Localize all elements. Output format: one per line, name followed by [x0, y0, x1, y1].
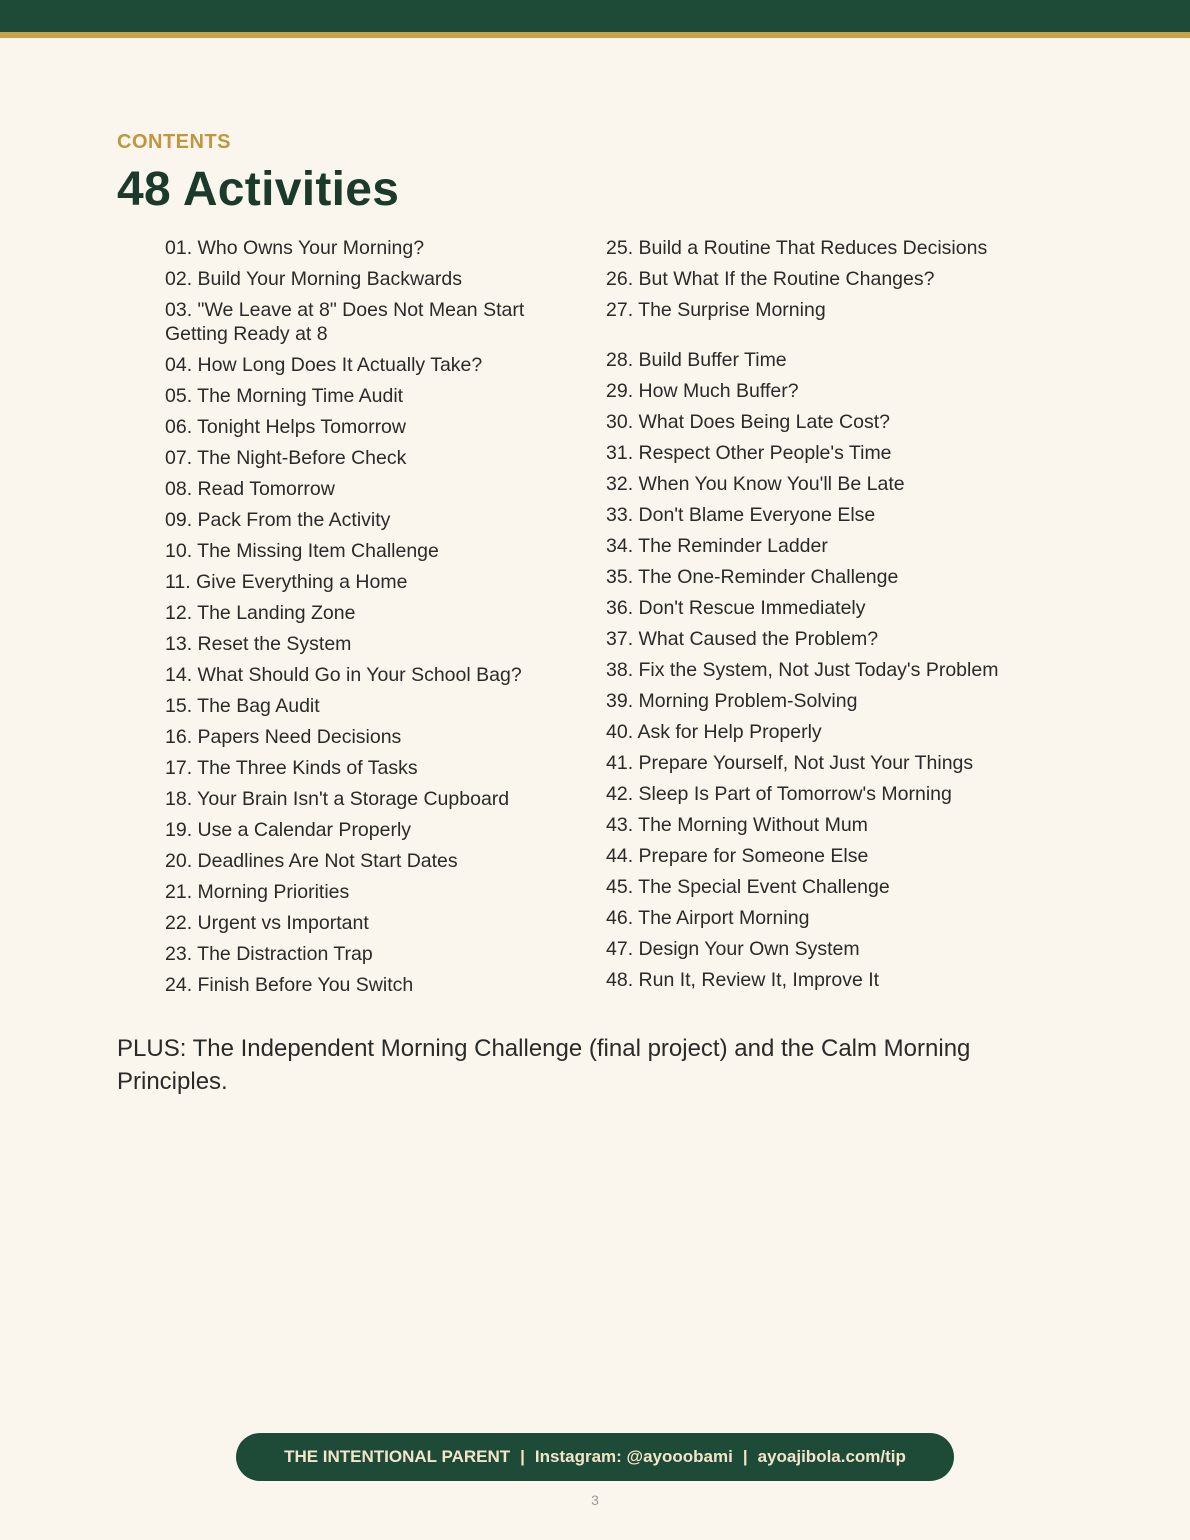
list-item: 12. The Landing Zone — [165, 602, 356, 624]
header-bar — [0, 0, 1190, 32]
list-item: 46. The Airport Morning — [606, 907, 810, 929]
list-item: 28. Build Buffer Time — [606, 349, 787, 371]
list-item: 18. Your Brain Isn't a Storage Cupboard — [165, 788, 510, 810]
list-item: 22. Urgent vs Important — [165, 912, 369, 934]
list-item: 38. Fix the System, Not Just Today's Problem — [606, 659, 999, 681]
list-item: 26. But What If the Routine Changes? — [606, 268, 935, 290]
footer-instagram: Instagram: @ayooobami — [534, 1447, 733, 1466]
list-item: 21. Morning Priorities — [165, 881, 350, 903]
list-item: 24. Finish Before You Switch — [165, 974, 414, 996]
footer-separator: | — [520, 1447, 525, 1466]
list-item: 48. Run It, Review It, Improve It — [606, 969, 880, 991]
contents-column-right — [606, 236, 1046, 999]
list-item: 44. Prepare for Someone Else — [606, 845, 869, 867]
list-item: 42. Sleep Is Part of Tomorrow's Morning — [606, 783, 952, 805]
footer-separator: | — [742, 1447, 748, 1466]
list-item: 35. The One-Reminder Challenge — [606, 566, 899, 588]
list-item: 02. Build Your Morning Backwards — [165, 268, 463, 290]
page-title: 48 Activities — [117, 163, 400, 216]
list-item: 20. Deadlines Are Not Start Dates — [165, 850, 458, 872]
list-item: 45. The Special Event Challenge — [606, 876, 890, 898]
list-item: 10. The Missing Item Challenge — [165, 540, 439, 562]
list-item: 04. How Long Does It Actually Take? — [165, 354, 483, 376]
footer-banner — [236, 1433, 954, 1481]
footer-website: ayoajibola.com/tip — [757, 1447, 906, 1466]
list-item: 36. Don't Rescue Immediately — [606, 597, 866, 619]
list-item: 33. Don't Blame Everyone Else — [606, 504, 876, 526]
list-item: 47. Design Your Own System — [606, 938, 860, 960]
list-item: 17. The Three Kinds of Tasks — [165, 757, 418, 779]
list-item: 29. How Much Buffer? — [606, 380, 799, 402]
plus-note: PLUS: The Independent Morning Challenge (final project) and the Calm Morning Principles. — [117, 1035, 971, 1095]
list-item: 30. What Does Being Late Cost? — [606, 411, 890, 433]
list-item: 06. Tonight Helps Tomorrow — [165, 416, 406, 438]
list-item: 09. Pack From the Activity — [165, 509, 391, 531]
list-item: 05. The Morning Time Audit — [165, 385, 404, 407]
contents-column-left — [165, 236, 565, 1004]
list-item: 41. Prepare Yourself, Not Just Your Things — [606, 752, 974, 774]
list-item: 11. Give Everything a Home — [165, 571, 408, 593]
header-accent-stripe — [0, 32, 1190, 38]
list-item: 37. What Caused the Problem? — [606, 628, 879, 650]
list-item: 32. When You Know You'll Be Late — [606, 473, 905, 495]
list-item: 43. The Morning Without Mum — [606, 814, 868, 836]
list-item: 15. The Bag Audit — [165, 695, 320, 717]
list-item: 40. Ask for Help Properly — [606, 721, 822, 743]
page-number: 3 — [591, 1492, 599, 1508]
list-item: 25. Build a Routine That Reduces Decisions — [606, 237, 988, 259]
list-item: 07. The Night-Before Check — [165, 447, 407, 469]
list-item: 01. Who Owns Your Morning? — [165, 237, 425, 259]
list-item: 08. Read Tomorrow — [165, 478, 335, 500]
footer-brand: THE INTENTIONAL PARENT — [284, 1447, 511, 1466]
list-item: 03. "We Leave at 8" Does Not Mean Start Getting Ready at 8 — [165, 299, 525, 345]
list-item: 23. The Distraction Trap — [165, 943, 373, 965]
list-item: 16. Papers Need Decisions — [165, 726, 402, 748]
list-item: 27. The Surprise Morning — [606, 299, 826, 321]
list-item: 13. Reset the System — [165, 633, 352, 655]
list-item: 31. Respect Other People's Time — [606, 442, 892, 464]
list-item: 39. Morning Problem-Solving — [606, 690, 858, 712]
list-item: 34. The Reminder Ladder — [606, 535, 828, 557]
section-eyebrow: CONTENTS — [117, 131, 231, 153]
list-item: 14. What Should Go in Your School Bag? — [165, 664, 522, 686]
list-item: 19. Use a Calendar Properly — [165, 819, 412, 841]
